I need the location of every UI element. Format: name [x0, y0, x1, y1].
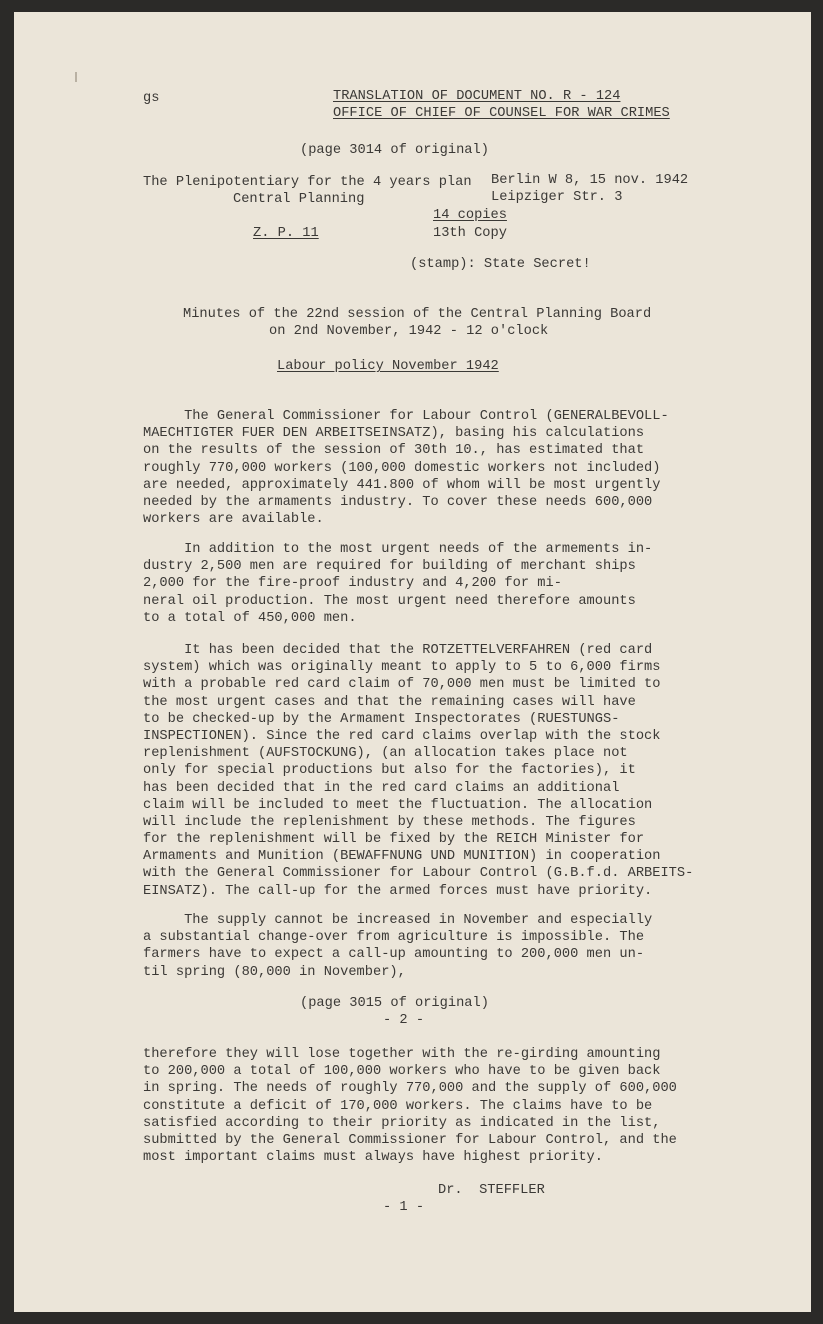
paragraph-3: [143, 642, 693, 900]
text-line: a substantial change-over from agriculture is impossible. The: [143, 930, 645, 946]
text-line: The General Commissioner for Labour Control (GENERALBEVOLL-: [143, 409, 669, 424]
office-title: OFFICE OF CHIEF OF COUNSEL FOR WAR CRIMES: [333, 106, 670, 121]
text-line: til spring (80,000 in November),: [143, 964, 406, 980]
text-line: constitute a deficit of 170,000 workers. The claims have to be: [143, 1098, 653, 1114]
text-line: on the results of the session of 30th 10., has estimated that: [143, 443, 645, 459]
text-line: submitted by the General Commissioner for Labour Control, and the: [143, 1132, 677, 1148]
minutes-title-line1: Minutes of the 22nd session of the Central Planning Board: [183, 307, 652, 322]
paragraph-4: [143, 912, 652, 981]
text-line: replenishment (AUFSTOCKUNG), (an allocation takes place not: [143, 746, 628, 762]
text-line: only for special productions but also for the factories), it: [143, 763, 636, 779]
original-page-number: - 2 -: [383, 1013, 425, 1028]
text-line: satisfied according to their priority as indicated in the list,: [143, 1115, 661, 1131]
sender-line1: The Plenipotentiary for the 4 years plan: [143, 175, 472, 190]
text-line: most important claims must always have highest priority.: [143, 1150, 603, 1166]
paragraph-1: [143, 408, 669, 528]
text-line: MAECHTIGTER FUER DEN ARBEITSEINSATZ), basing his calculations: [143, 426, 645, 442]
text-line: in spring. The needs of roughly 770,000 and the supply of 600,000: [143, 1081, 677, 1097]
paragraph-5: [143, 1046, 677, 1166]
text-line: therefore they will lose together with the re-girding amounting: [143, 1047, 661, 1062]
text-line: the most urgent cases and that the remaining cases will have: [143, 694, 636, 710]
text-line: EINSATZ). The call-up for the armed forces must have priority.: [143, 883, 653, 899]
text-line: Armaments and Munition (BEWAFFNUNG UND MUNITION) in cooperation: [143, 849, 661, 865]
text-line: 2,000 for the fire-proof industry and 4,200 for mi-: [143, 576, 562, 592]
copies-count: 14 copies: [433, 208, 507, 223]
document-title: TRANSLATION OF DOCUMENT NO. R - 124: [333, 89, 621, 104]
signature: Dr. STEFFLER: [438, 1183, 545, 1198]
text-line: are needed, approximately 441.800 of whom will be most urgently: [143, 477, 661, 493]
text-line: needed by the armaments industry. To cover these needs 600,000: [143, 494, 653, 510]
file-reference: Z. P. 11: [253, 226, 319, 241]
text-line: roughly 770,000 workers (100,000 domestic workers not included): [143, 460, 661, 476]
minutes-title-line2: on 2nd November, 1942 - 12 o'clock: [269, 324, 549, 339]
paper-mark: [75, 72, 77, 82]
text-line: with the General Commissioner for Labour Control (G.B.f.d. ARBEITS-: [143, 866, 694, 882]
text-line: with a probable red card claim of 70,000 men must be limited to: [143, 677, 661, 693]
page-number: - 1 -: [383, 1200, 425, 1215]
text-line: workers are available.: [143, 512, 324, 528]
text-line: will include the replenishment by these methods. The figures: [143, 814, 636, 830]
text-line: It has been decided that the ROTZETTELVERFAHREN (red card: [143, 643, 653, 658]
text-line: In addition to the most urgent needs of the armements in-: [143, 542, 653, 557]
copy-number: 13th Copy: [433, 226, 507, 241]
original-page-ref: (page 3014 of original): [300, 143, 489, 158]
text-line: for the replenishment will be fixed by the REICH Minister for: [143, 832, 645, 848]
street-address: Leipziger Str. 3: [491, 190, 623, 205]
original-page-ref-2: (page 3015 of original): [300, 996, 489, 1011]
text-line: to a total of 450,000 men.: [143, 610, 357, 626]
text-line: dustry 2,500 men are required for building of merchant ships: [143, 559, 636, 575]
text-line: farmers have to expect a call-up amounting to 200,000 men un-: [143, 947, 645, 963]
text-line: to be checked-up by the Armament Inspectorates (RUESTUNGS-: [143, 711, 620, 727]
text-line: claim will be included to meet the fluctuation. The allocation: [143, 797, 653, 813]
paragraph-2: [143, 541, 652, 627]
text-line: INSPECTIONEN). Since the red card claims overlap with the stock: [143, 728, 661, 744]
text-line: has been decided that in the red card claims an additional: [143, 780, 620, 796]
text-line: The supply cannot be increased in November and especially: [143, 913, 653, 928]
sender-line2: Central Planning: [233, 192, 365, 207]
subject-heading: Labour policy November 1942: [277, 359, 499, 374]
typist-initials: gs: [143, 91, 160, 106]
text-line: system) which was originally meant to apply to 5 to 6,000 firms: [143, 660, 661, 676]
place-date: Berlin W 8, 15 nov. 1942: [491, 173, 689, 188]
text-line: neral oil production. The most urgent need therefore amounts: [143, 593, 636, 609]
secret-stamp-note: (stamp): State Secret!: [410, 257, 591, 272]
text-line: to 200,000 a total of 100,000 workers who have to be given back: [143, 1064, 661, 1080]
